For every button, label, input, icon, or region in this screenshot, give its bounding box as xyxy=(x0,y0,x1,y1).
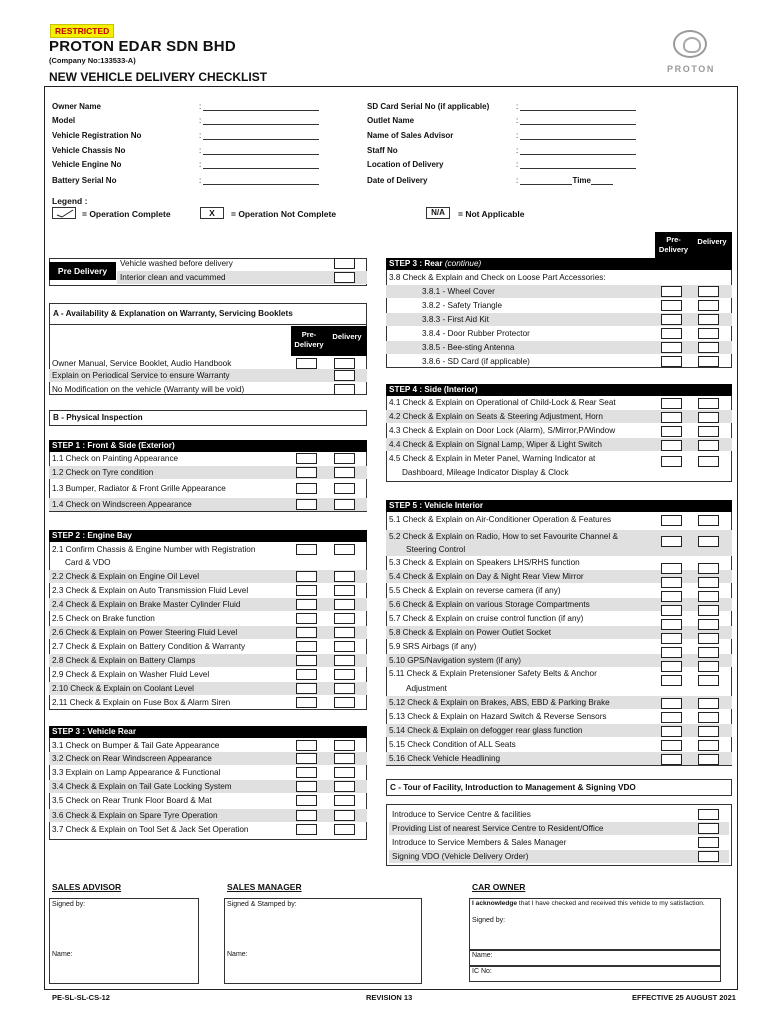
checkbox[interactable] xyxy=(296,810,317,821)
registration-field[interactable]: : xyxy=(199,131,319,140)
checkbox[interactable] xyxy=(296,683,317,694)
battery-field[interactable]: : xyxy=(199,176,319,185)
list-item: Card & VDO xyxy=(65,558,111,567)
checkbox[interactable] xyxy=(334,767,355,778)
checkbox[interactable] xyxy=(296,669,317,680)
list-item: 3.4 Check & Explain on Tail Gate Locking System xyxy=(49,780,367,793)
car-owner-name-field[interactable] xyxy=(469,950,721,966)
checkbox[interactable] xyxy=(661,426,682,437)
signed-by-label: Signed by: xyxy=(52,901,86,908)
checkbox[interactable] xyxy=(296,627,317,638)
checkbox[interactable] xyxy=(334,358,355,369)
list-item: 3.6 Check & Explain on Spare Tyre Operation xyxy=(49,809,367,822)
checkbox[interactable] xyxy=(296,824,317,835)
checkbox[interactable] xyxy=(698,633,719,644)
list-item: 1.2 Check on Tyre condition xyxy=(49,466,367,479)
staff-no-field[interactable]: : xyxy=(516,146,636,155)
checkbox[interactable] xyxy=(661,563,682,574)
checkbox[interactable] xyxy=(698,342,719,353)
name-label: Name: xyxy=(227,951,248,958)
checkbox[interactable] xyxy=(661,740,682,751)
section-b-header: B - Physical Inspection xyxy=(49,410,367,426)
checkbox[interactable] xyxy=(334,483,355,494)
list-item: 2.2 Check & Explain on Engine Oil Level xyxy=(49,570,367,583)
acknowledgement-text: I acknowledge that I have checked and received this vehicle to my satisfaction. xyxy=(472,900,705,907)
step5-header: STEP 5 : Vehicle Interior xyxy=(386,500,732,512)
list-item: 5.16 Check Vehicle Headlining xyxy=(386,752,732,765)
ic-no-label: IC No: xyxy=(472,968,492,975)
legend-title: Legend : xyxy=(52,196,88,206)
checkbox[interactable] xyxy=(698,412,719,423)
model-label: Model xyxy=(52,116,76,125)
list-item: Owner Manual, Service Booklet, Audio Handbook xyxy=(52,359,232,368)
checkbox[interactable] xyxy=(334,627,355,638)
step3-continue-header: STEP 3 : Rear (continue) xyxy=(386,258,732,270)
checkbox[interactable] xyxy=(698,809,719,820)
checkbox[interactable] xyxy=(334,753,355,764)
list-item: 1.3 Bumper, Radiator & Front Grille Appearance xyxy=(52,484,226,493)
signed-by-label: Signed by: xyxy=(472,917,506,924)
list-item: 4.1 Check & Explain on Operational of Child-Lock & Rear Seat xyxy=(389,398,616,407)
checkbox[interactable] xyxy=(661,342,682,353)
list-item: 4.5 Check & Explain in Meter Panel, Warning Indicator at xyxy=(389,454,596,463)
checkbox[interactable] xyxy=(661,647,682,658)
company-number: (Company No:133533-A) xyxy=(49,56,136,65)
checkbox[interactable] xyxy=(296,767,317,778)
checkbox[interactable] xyxy=(661,619,682,630)
proton-logo xyxy=(655,30,725,78)
owner-name-label: Owner Name xyxy=(52,102,101,111)
checkbox[interactable] xyxy=(334,683,355,694)
sales-advisor-title: SALES ADVISOR xyxy=(52,882,122,892)
list-item: 3.8.5 - Bee-sting Antenna xyxy=(386,341,732,354)
list-item: 2.8 Check & Explain on Battery Clamps xyxy=(49,654,367,667)
checkbox[interactable] xyxy=(296,358,317,369)
list-item: 1.4 Check on Windscreen Appearance xyxy=(49,498,367,511)
checkbox[interactable] xyxy=(698,577,719,588)
checkbox[interactable] xyxy=(334,272,355,283)
checkbox[interactable] xyxy=(296,795,317,806)
list-item: 5.5 Check & Explain on reverse camera (if any) xyxy=(389,586,561,595)
step1-header: STEP 1 : Front & Side (Exterior) xyxy=(49,440,367,452)
checkbox[interactable] xyxy=(334,544,355,555)
list-item: 5.8 Check & Explain on Power Outlet Socket xyxy=(386,626,732,639)
list-item: 5.1 Check & Explain on Air-Conditioner Operation & Features xyxy=(389,515,612,524)
list-item: 2.10 Check & Explain on Coolant Level xyxy=(49,682,367,695)
checkbox[interactable] xyxy=(661,675,682,686)
checkbox[interactable] xyxy=(296,641,317,652)
checkbox[interactable] xyxy=(334,499,355,510)
section-a-header: A - Availability & Explanation on Warranty, Servicing Booklets xyxy=(49,303,367,325)
list-item: 2.9 Check & Explain on Washer Fluid Level xyxy=(52,670,210,679)
checkbox[interactable] xyxy=(698,456,719,467)
list-item: 3.8.6 - SD Card (if applicable) xyxy=(422,357,530,366)
form-code: PE-SL-SL-CS-12 xyxy=(52,993,110,1002)
checkbox[interactable] xyxy=(661,698,682,709)
list-item: 2.11 Check & Explain on Fuse Box & Alarm Siren xyxy=(52,698,231,707)
checkbox[interactable] xyxy=(698,823,719,834)
list-item: 3.7 Check & Explain on Tool Set & Jack Set Operation xyxy=(52,825,249,834)
list-item: 3.8.1 - Wheel Cover xyxy=(386,285,732,298)
checkbox[interactable] xyxy=(661,536,682,547)
checkbox[interactable] xyxy=(661,577,682,588)
checkbox[interactable] xyxy=(296,453,317,464)
checkbox[interactable] xyxy=(661,300,682,311)
restricted-badge: RESTRICTED xyxy=(50,24,114,38)
list-item: 3.2 Check on Rear Windscreen Appearance xyxy=(49,752,367,765)
checkbox[interactable] xyxy=(334,571,355,582)
checkbox[interactable] xyxy=(661,515,682,526)
sales-manager-signature-box[interactable] xyxy=(224,898,422,984)
list-item: Steering Control xyxy=(386,543,732,556)
list-item: 5.14 Check & Explain on defogger rear glass function xyxy=(386,724,732,737)
list-item: 5.6 Check & Explain on various Storage Compartments xyxy=(386,598,732,611)
checkbox[interactable] xyxy=(698,440,719,451)
battery-label: Battery Serial No xyxy=(52,176,117,185)
checkbox[interactable] xyxy=(698,300,719,311)
checkbox[interactable] xyxy=(698,661,719,672)
list-item: 5.4 Check & Explain on Day & Night Rear View Mirror xyxy=(386,570,732,583)
sales-advisor-field[interactable]: : xyxy=(516,131,636,140)
checkbox[interactable] xyxy=(661,712,682,723)
car-owner-ic-field[interactable] xyxy=(469,966,721,982)
checkbox[interactable] xyxy=(334,384,355,395)
checkbox[interactable] xyxy=(698,536,719,547)
legend-not-applicable: = Not Applicable xyxy=(458,209,525,219)
checkbox[interactable] xyxy=(698,605,719,616)
list-item: Adjustment xyxy=(406,684,447,693)
legend-not-complete: = Operation Not Complete xyxy=(231,209,337,219)
list-item: Introduce to Service Centre & facilities xyxy=(392,810,531,819)
checkbox[interactable] xyxy=(334,599,355,610)
checkbox[interactable] xyxy=(661,328,682,339)
list-item: 3.8.4 - Door Rubber Protector xyxy=(422,329,530,338)
checkbox[interactable] xyxy=(334,655,355,666)
checkbox[interactable] xyxy=(661,726,682,737)
location-label: Location of Delivery xyxy=(367,160,444,169)
list-item: 3.8 Check & Explain and Check on Loose Part Accessories: xyxy=(389,273,606,282)
list-item: 3.3 Explain on Lamp Appearance & Functional xyxy=(52,768,221,777)
list-item: 3.5 Check on Rear Trunk Floor Board & Mat xyxy=(52,796,212,805)
list-item: 3.1 Check on Bumper & Tail Gate Appearance xyxy=(52,741,220,750)
checkbox[interactable] xyxy=(296,499,317,510)
checkbox[interactable] xyxy=(661,633,682,644)
checkbox[interactable] xyxy=(334,370,355,381)
checkbox[interactable] xyxy=(698,563,719,574)
checkbox[interactable] xyxy=(698,851,719,862)
delivery-col-header: Delivery xyxy=(327,326,367,356)
checkbox[interactable] xyxy=(296,544,317,555)
checkbox[interactable] xyxy=(661,456,682,467)
checkbox[interactable] xyxy=(698,754,719,765)
checkbox[interactable] xyxy=(334,467,355,478)
list-item: 5.9 SRS Airbags (if any) xyxy=(389,642,477,651)
checkbox[interactable] xyxy=(698,286,719,297)
list-item: 3.8.2 - Safety Triangle xyxy=(422,301,503,310)
tiger-emblem-icon xyxy=(673,30,707,58)
document-title: NEW VEHICLE DELIVERY CHECKLIST xyxy=(49,70,268,84)
step4-header: STEP 4 : Side (Interior) xyxy=(386,384,732,396)
checkbox[interactable] xyxy=(698,426,719,437)
checkbox[interactable] xyxy=(334,740,355,751)
checkbox[interactable] xyxy=(661,314,682,325)
car-owner-title: CAR OWNER xyxy=(472,882,526,892)
list-item: No Modification on the vehicle (Warranty will be void) xyxy=(52,385,245,394)
engine-field[interactable]: : xyxy=(199,160,319,169)
list-item: Providing List of nearest Service Centre to Resident/Office xyxy=(389,822,729,835)
staff-no-label: Staff No xyxy=(367,146,398,155)
checkbox[interactable] xyxy=(661,591,682,602)
checkbox[interactable] xyxy=(296,753,317,764)
pre-delivery-col-header-right: Pre- Delivery xyxy=(655,232,692,259)
checkbox[interactable] xyxy=(334,824,355,835)
name-label: Name: xyxy=(52,951,73,958)
list-item: Signing VDO (Vehicle Delivery Order) xyxy=(389,850,729,863)
list-item: 2.7 Check & Explain on Battery Condition & Warranty xyxy=(52,642,246,651)
effective-date: EFFECTIVE 25 AUGUST 2021 xyxy=(632,993,736,1002)
list-item: 5.3 Check & Explain on Speakers LHS/RHS function xyxy=(389,558,580,567)
list-item: 5.13 Check & Explain on Hazard Switch & Reverse Sensors xyxy=(389,712,607,721)
list-item: 4.3 Check & Explain on Door Lock (Alarm), S/Mirror,P/Window xyxy=(389,426,616,435)
model-field[interactable]: : xyxy=(199,116,319,125)
checkbox[interactable] xyxy=(698,591,719,602)
list-item: 5.2 Check & Explain on Radio, How to set Favourite Channel & xyxy=(386,530,732,543)
checkbox[interactable] xyxy=(661,356,682,367)
pre-delivery-col-header: Pre- Delivery xyxy=(291,326,327,356)
checkbox[interactable] xyxy=(334,641,355,652)
pre-delivery-label: Pre Delivery xyxy=(49,262,116,280)
sales-advisor-label: Name of Sales Advisor xyxy=(367,131,454,140)
checkbox[interactable] xyxy=(661,440,682,451)
checkbox[interactable] xyxy=(698,837,719,848)
legend-complete: = Operation Complete xyxy=(82,209,171,219)
checkbox[interactable] xyxy=(698,619,719,630)
outlet-label: Outlet Name xyxy=(367,116,415,125)
list-item: 1.1 Check on Painting Appearance xyxy=(52,454,179,463)
list-item: 5.15 Check Condition of ALL Seats xyxy=(389,740,516,749)
checkbox[interactable] xyxy=(661,754,682,765)
legend-x-box: X xyxy=(200,207,224,219)
sales-manager-title: SALES MANAGER xyxy=(227,882,302,892)
checkbox[interactable] xyxy=(698,675,719,686)
checkmark-icon xyxy=(56,209,74,218)
checkbox[interactable] xyxy=(334,258,355,269)
logo-wordmark: PROTON xyxy=(667,64,715,74)
list-item: 3.8.3 - First Aid Kit xyxy=(386,313,732,326)
checkbox[interactable] xyxy=(334,453,355,464)
chassis-label: Vehicle Chassis No xyxy=(52,146,126,155)
checkbox[interactable] xyxy=(698,356,719,367)
list-item: 2.5 Check on Brake function xyxy=(52,614,155,623)
list-item: 2.4 Check & Explain on Brake Master Cylinder Fluid xyxy=(49,598,367,611)
checkbox[interactable] xyxy=(296,483,317,494)
checkbox[interactable] xyxy=(296,613,317,624)
checkbox[interactable] xyxy=(296,585,317,596)
list-item: Interior clean and vacummed xyxy=(117,271,367,284)
company-name: PROTON EDAR SDN BHD xyxy=(49,38,236,55)
revision: REVISION 13 xyxy=(366,993,413,1002)
checkbox[interactable] xyxy=(334,697,355,708)
checkbox[interactable] xyxy=(334,810,355,821)
checkbox[interactable] xyxy=(661,412,682,423)
list-item: 5.7 Check & Explain on cruise control function (if any) xyxy=(389,614,584,623)
list-item: 5.10 GPS/Navigation system (if any) xyxy=(386,654,732,667)
step3-header: STEP 3 : Vehicle Rear xyxy=(49,726,367,738)
checkbox[interactable] xyxy=(698,698,719,709)
checkbox[interactable] xyxy=(334,585,355,596)
checkbox[interactable] xyxy=(698,328,719,339)
sd-card-label: SD Card Serial No (if applicable) xyxy=(367,102,490,111)
checkbox[interactable] xyxy=(698,740,719,751)
checkbox[interactable] xyxy=(334,781,355,792)
checkbox[interactable] xyxy=(661,398,682,409)
step2-header: STEP 2 : Engine Bay xyxy=(49,530,367,542)
checkbox[interactable] xyxy=(661,605,682,616)
sales-advisor-signature-box[interactable] xyxy=(49,898,199,984)
registration-label: Vehicle Registration No xyxy=(52,131,142,140)
list-item: 5.11 Check & Explain Pretensioner Safety Belts & Anchor xyxy=(389,669,597,678)
checkbox[interactable] xyxy=(698,726,719,737)
list-item: 2.1 Confirm Chassis & Engine Number with Registration xyxy=(52,545,256,554)
date-field[interactable]: : Time xyxy=(516,176,613,185)
delivery-col-header-right: Delivery xyxy=(692,232,732,259)
list-item: 2.3 Check & Explain on Auto Transmission Fluid Level xyxy=(52,586,249,595)
engine-label: Vehicle Engine No xyxy=(52,160,122,169)
checkbox[interactable] xyxy=(296,655,317,666)
checkbox[interactable] xyxy=(296,697,317,708)
legend-tick-box xyxy=(52,207,76,219)
checkbox[interactable] xyxy=(661,286,682,297)
checkbox[interactable] xyxy=(334,795,355,806)
checkbox[interactable] xyxy=(698,647,719,658)
list-item: 2.6 Check & Explain on Power Steering Fluid Level xyxy=(49,626,367,639)
date-label: Date of Delivery xyxy=(367,176,428,185)
checkbox[interactable] xyxy=(296,467,317,478)
list-item: 4.2 Check & Explain on Seats & Steering Adjustment, Horn xyxy=(386,410,732,423)
list-item: Introduce to Service Members & Sales Manager xyxy=(392,838,567,847)
list-item: Vehicle washed before delivery xyxy=(120,259,233,268)
name-label: Name: xyxy=(472,952,493,959)
checkbox[interactable] xyxy=(296,781,317,792)
legend-na-box: N/A xyxy=(426,207,450,219)
checkbox[interactable] xyxy=(661,661,682,672)
signed-stamped-label: Signed & Stamped by: xyxy=(227,901,297,908)
owner-name-field[interactable]: : xyxy=(199,102,319,111)
list-item: 5.12 Check & Explain on Brakes, ABS, EBD & Parking Brake xyxy=(386,696,732,709)
chassis-field[interactable]: : xyxy=(199,146,319,155)
checkbox[interactable] xyxy=(296,740,317,751)
checkbox[interactable] xyxy=(698,314,719,325)
checkbox[interactable] xyxy=(698,515,719,526)
list-item: 4.4 Check & Explain on Signal Lamp, Wiper & Light Switch xyxy=(386,438,732,451)
section-c-header: C - Tour of Facility, Introduction to Management & Signing VDO xyxy=(386,779,732,796)
checkbox[interactable] xyxy=(334,613,355,624)
checkbox[interactable] xyxy=(296,571,317,582)
checkbox[interactable] xyxy=(296,599,317,610)
list-item: Explain on Periodical Service to ensure Warranty xyxy=(49,369,367,382)
location-field[interactable]: : xyxy=(516,160,636,169)
checkbox[interactable] xyxy=(698,398,719,409)
list-item: Dashboard, Mileage Indicator Display & Clock xyxy=(402,468,569,477)
checkbox[interactable] xyxy=(698,712,719,723)
sd-card-field[interactable]: : xyxy=(516,102,636,111)
outlet-field[interactable]: : xyxy=(516,116,636,125)
checkbox[interactable] xyxy=(334,669,355,680)
